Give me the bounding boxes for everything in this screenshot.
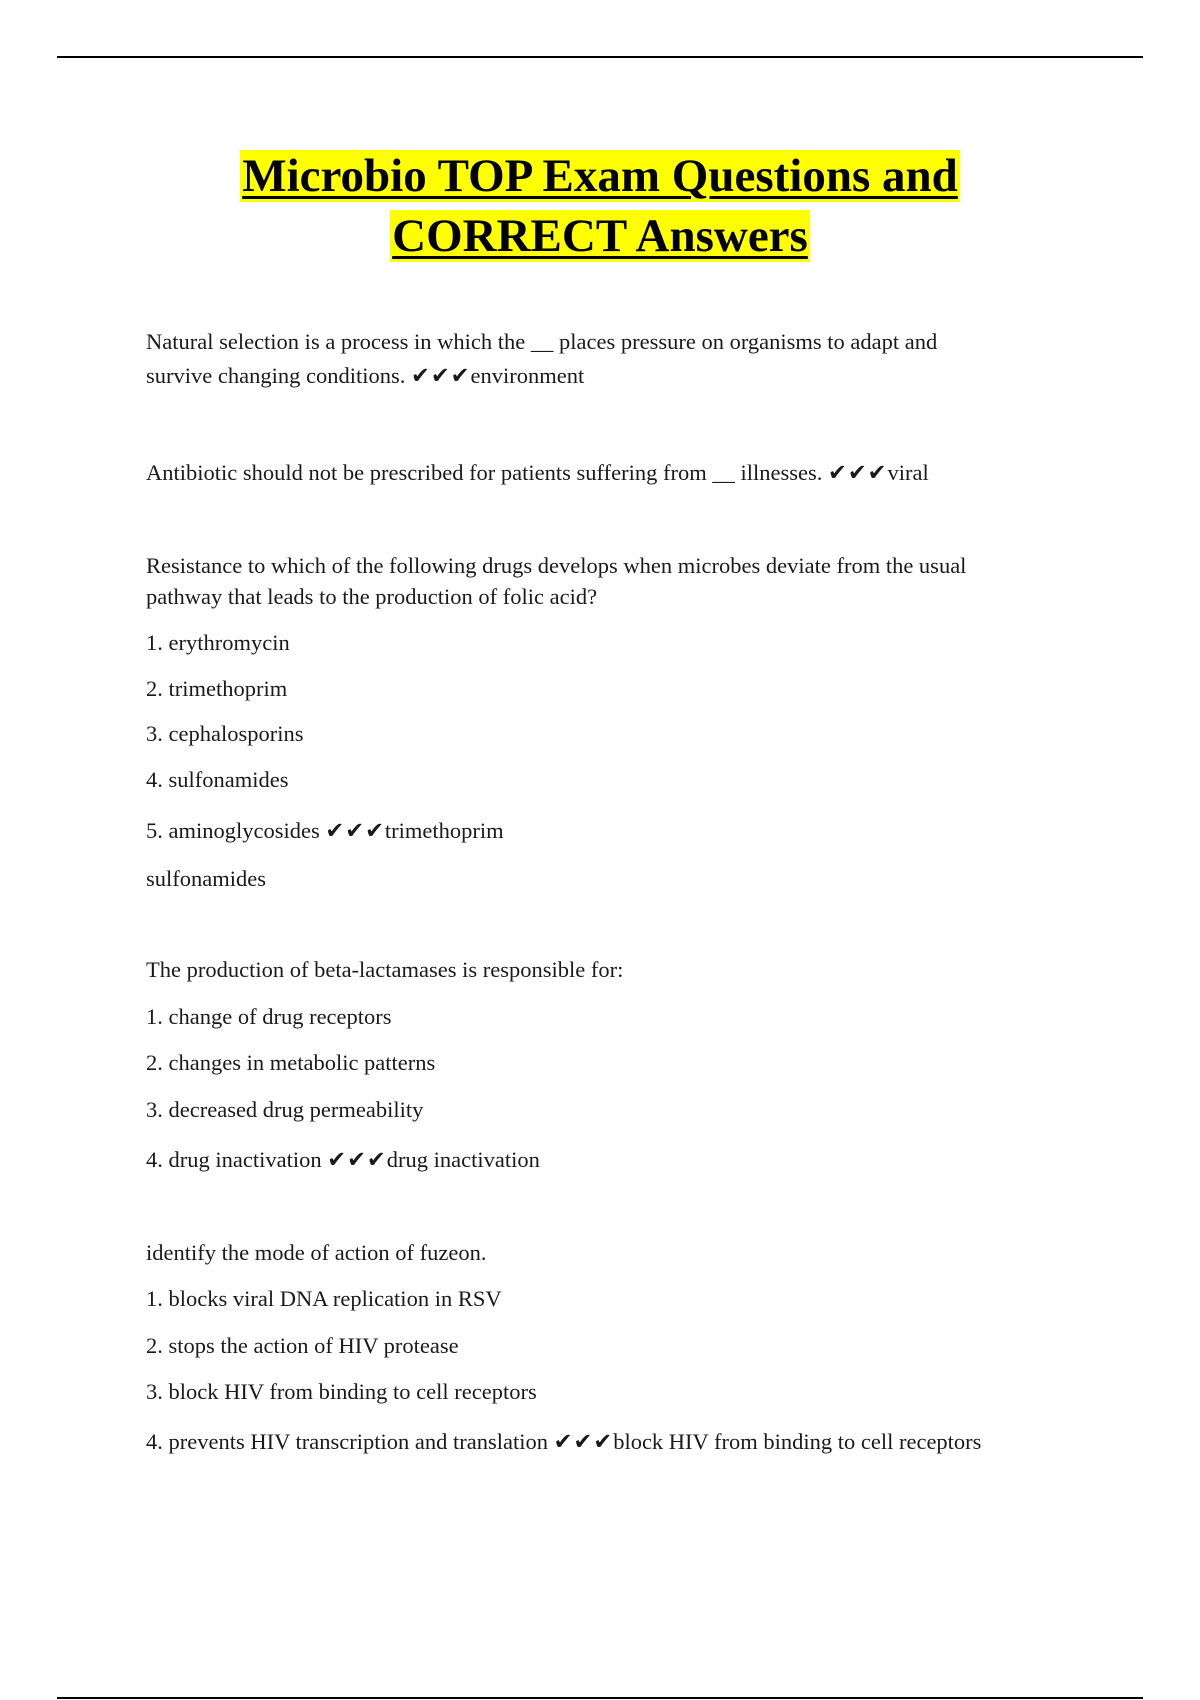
q3-answer-extra: sulfonamides <box>146 866 266 891</box>
q2-text: Antibiotic should not be prescribed for patients suffering from __ illnesses. <box>146 460 823 485</box>
q3-answer: trimethoprim <box>384 818 504 843</box>
check-marks-icon: ✔✔✔ <box>410 363 471 388</box>
footer-rule <box>57 1697 1143 1699</box>
q5-option-1: 1. blocks viral DNA replication in RSV <box>146 1286 502 1311</box>
q4-text: The production of beta-lactamases is responsible for: <box>146 957 624 982</box>
q3-option-4: 4. sulfonamides <box>146 767 289 792</box>
q5-option-4-line <box>146 1425 981 1459</box>
header-rule <box>57 56 1143 58</box>
q3-option-2: 2. trimethoprim <box>146 676 288 701</box>
title-line-1: Microbio TOP Exam Questions and <box>242 150 958 202</box>
q1-text-line-2-text: survive changing conditions. <box>146 363 406 388</box>
q3-text-line-2: pathway that leads to the production of folic acid? <box>146 584 598 609</box>
q4-option-2: 2. changes in metabolic patterns <box>146 1050 436 1075</box>
title-line-2: CORRECT Answers <box>392 210 808 262</box>
q4-answer: drug inactivation <box>386 1147 540 1172</box>
q1-answer: environment <box>470 363 585 388</box>
q2-text-line <box>146 456 929 490</box>
check-marks-icon: ✔✔✔ <box>327 1147 387 1172</box>
q5-option-3: 3. block HIV from binding to cell receptors <box>146 1379 537 1404</box>
q4-option-4-line <box>146 1143 540 1177</box>
q3-option-5-line <box>146 814 504 848</box>
document-title <box>0 146 1200 266</box>
q2-answer: viral <box>887 460 929 485</box>
q5-option-2: 2. stops the action of HIV protease <box>146 1333 459 1358</box>
check-marks-icon: ✔✔✔ <box>827 460 888 485</box>
q3-option-5: 5. aminoglycosides <box>146 818 320 843</box>
q3-option-3: 3. cephalosporins <box>146 721 304 746</box>
q4-option-3: 3. decreased drug permeability <box>146 1097 424 1122</box>
check-marks-icon: ✔✔✔ <box>325 818 385 843</box>
q3-text-line-1: Resistance to which of the following drugs develops when microbes deviate from the usual <box>146 553 967 578</box>
q5-answer: block HIV from binding to cell receptors <box>613 1429 982 1454</box>
q1-text-line-2 <box>146 359 584 393</box>
q4-option-1: 1. change of drug receptors <box>146 1004 392 1029</box>
q5-text: identify the mode of action of fuzeon. <box>146 1240 487 1265</box>
q5-option-4: 4. prevents HIV transcription and translation <box>146 1429 548 1454</box>
check-marks-icon: ✔✔✔ <box>553 1429 614 1454</box>
q1-text-line-1: Natural selection is a process in which the __ places pressure on organisms to adapt and <box>146 329 938 354</box>
q3-option-1: 1. erythromycin <box>146 630 290 655</box>
q4-option-4: 4. drug inactivation <box>146 1147 322 1172</box>
